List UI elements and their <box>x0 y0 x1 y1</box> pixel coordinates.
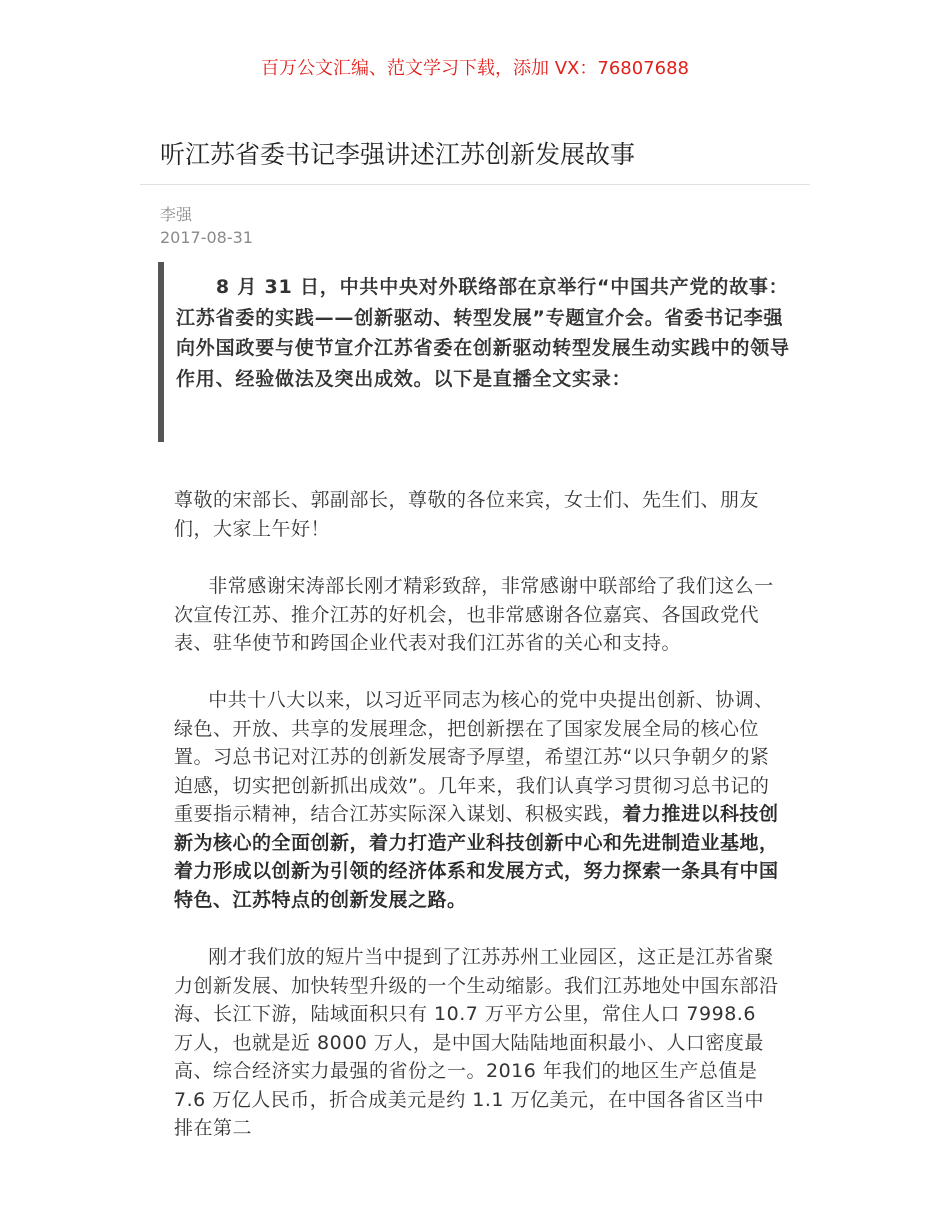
greeting-paragraph: 尊敬的宋部长、郭副部长，尊敬的各位来宾，女士们、先生们、朋友们，大家上午好！ <box>174 489 760 540</box>
title-divider <box>140 184 810 185</box>
lead-paragraph: 8 月 31 日，中共中央对外联络部在京举行“中国共产党的故事：江苏省委的实践——创新驱动、转型发展”专题宣介会。省委书记李强向外国政要与使节宣介江苏省委在创新驱动转型发展生动实践中的领导作用、经验做法及突出成效。以下是直播全文实录： <box>176 276 790 390</box>
innovation-paragraph <box>174 686 780 914</box>
innovation-paragraph-emphasis: 着力推进以科技创新为核心的全面创新，着力打造产业科技创新中心和先进制造业基地，着力形成以创新为引领的经济体系和发展方式，努力探索一条具有中国特色、江苏特点的创新发展之路。 <box>174 803 779 911</box>
article-author: 李强 <box>160 205 193 224</box>
article-date: 2017-08-31 <box>160 228 253 247</box>
promo-banner: 百万公文汇编、范文学习下载，添加 VX：76807688 <box>261 58 689 79</box>
article-title: 听江苏省委书记李强讲述江苏创新发展故事 <box>160 140 636 169</box>
thanks-paragraph: 非常感谢宋涛部长刚才精彩致辞，非常感谢中联部给了我们这么一次宣传江苏、推介江苏的好机会，也非常感谢各位嘉宾、各国政党代表、驻华使节和跨国企业代表对我们江苏省的关心和支持。 <box>174 575 774 654</box>
suzhou-paragraph: 刚才我们放的短片当中提到了江苏苏州工业园区，这正是江苏省聚力创新发展、加快转型升级的一个生动缩影。我们江苏地处中国东部沿海、长江下游，陆域面积只有 10.7 万平方公里，常住人口 7998.6 万人，也就是近 8000 万人，是中国大陆陆地面积最小、人口密度最高、综合经济实力最强的省份之一。2016 年我们的地区生产总值是 7.6 万亿人民币，折合成美元是约 1.1 万亿美元，在中国各省区当中排在第二 <box>174 946 779 1139</box>
innovation-paragraph-text: 中共十八大以来，以习近平同志为核心的党中央提出创新、协调、绿色、开放、共享的发展理念，把创新摆在了国家发展全局的核心位置。习总书记对江苏的创新发展寄予厚望，希望江苏“以只争朝夕的紧迫感，切实把创新抓出成效”。几年来，我们认真学习贯彻习总书记的重要指示精神，结合江苏实际深入谋划、积极实践， <box>174 689 774 825</box>
lead-blockquote <box>158 262 790 442</box>
